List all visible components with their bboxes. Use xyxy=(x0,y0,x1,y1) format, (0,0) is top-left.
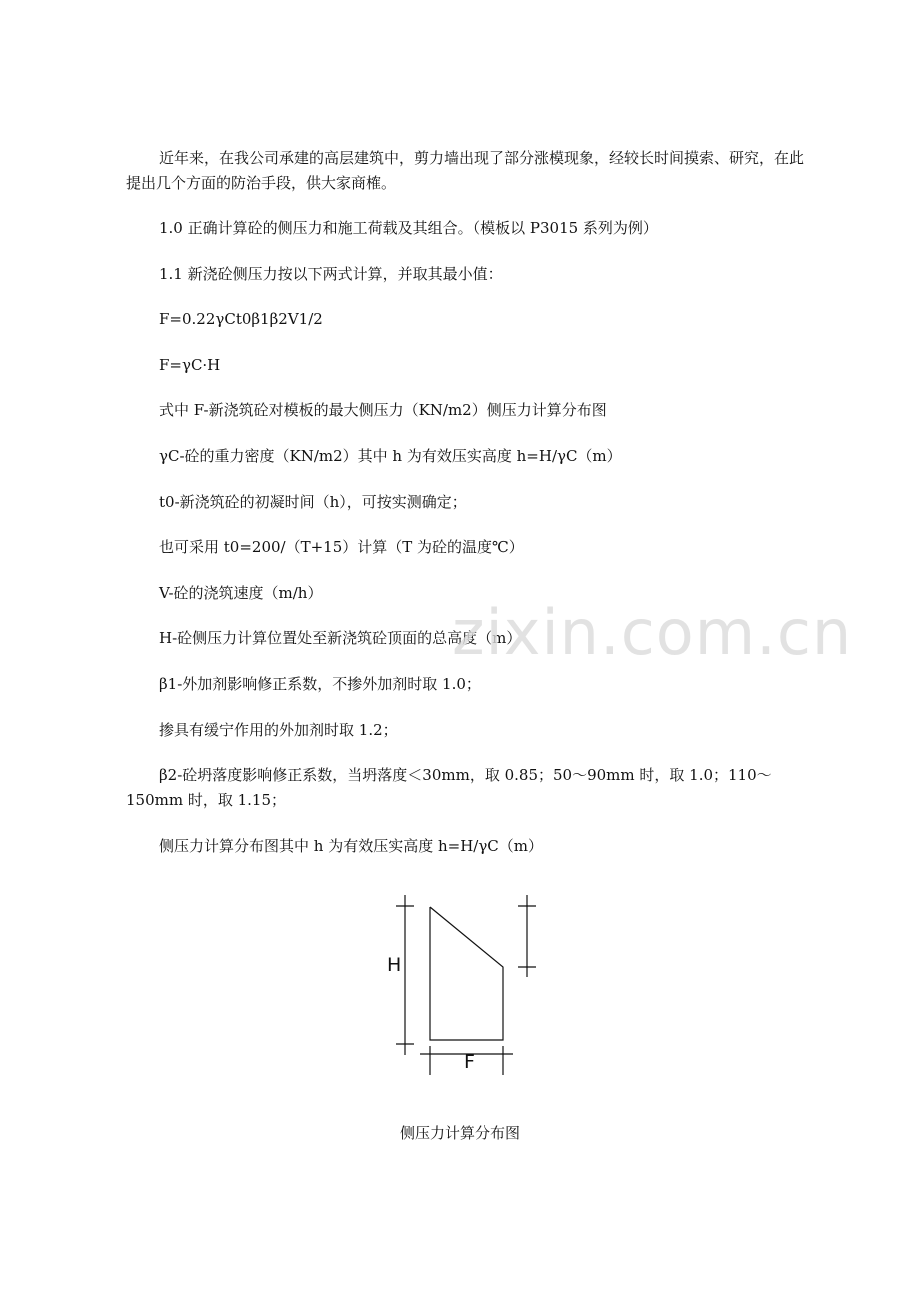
definition-t0: t0-新浇筑砼的初凝时间（h），可按实测确定； xyxy=(159,493,467,511)
pressure-shape xyxy=(430,907,503,1040)
watermark: zixin.com.cn xyxy=(452,596,853,669)
definition-beta1: β1-外加剂影响修正系数，不掺外加剂时取 1.0； xyxy=(159,675,481,693)
label-f: F xyxy=(464,1051,475,1073)
definition-gamma-c: γC-砼的重力密度（KN/m2）其中 h 为有效压实高度 h=H/γC（m） xyxy=(159,447,622,465)
diagram-caption: 侧压力计算分布图 xyxy=(399,1124,520,1142)
definition-v: V-砼的浇筑速度（m/h） xyxy=(159,584,323,602)
definition-f: 式中 F-新浇筑砼对模板的最大侧压力（KN/m2）侧压力计算分布图 xyxy=(159,401,607,419)
label-h: H xyxy=(387,954,402,976)
definition-beta1-alt: 掺具有缓宁作用的外加剂时取 1.2； xyxy=(159,721,398,739)
pressure-distribution-diagram xyxy=(378,885,548,1080)
paragraph-section-1-0: 1.0 正确计算砼的侧压力和施工荷载及其组合。（模板以 P3015 系列为例） xyxy=(159,219,658,237)
definition-t0-alt: 也可采用 t0=200/（T+15）计算（T 为砼的温度℃） xyxy=(159,538,524,556)
definition-h: H-砼侧压力计算位置处至新浇筑砼顶面的总高度（m） xyxy=(159,629,522,647)
paragraph-section-1-1: 1.1 新浇砼侧压力按以下两式计算，并取其最小值： xyxy=(159,265,503,283)
formula-2: F=γC·H xyxy=(159,356,221,374)
formula-1: F=0.22γCt0β1β2V1/2 xyxy=(159,310,323,328)
paragraph-diagram-note: 侧压力计算分布图其中 h 为有效压实高度 h=H/γC（m） xyxy=(159,837,543,855)
paragraph-intro: 近年来，在我公司承建的高层建筑中，剪力墙出现了部分涨模现象，经较长时间摸索、研究，在此提出几个方面的防治手段，供大家商榷。 xyxy=(126,149,805,192)
definition-beta2: β2-砼坍落度影响修正系数，当坍落度＜30mm，取 0.85；50～90mm 时，取 1.0；110～150mm 时，取 1.15； xyxy=(126,766,772,809)
